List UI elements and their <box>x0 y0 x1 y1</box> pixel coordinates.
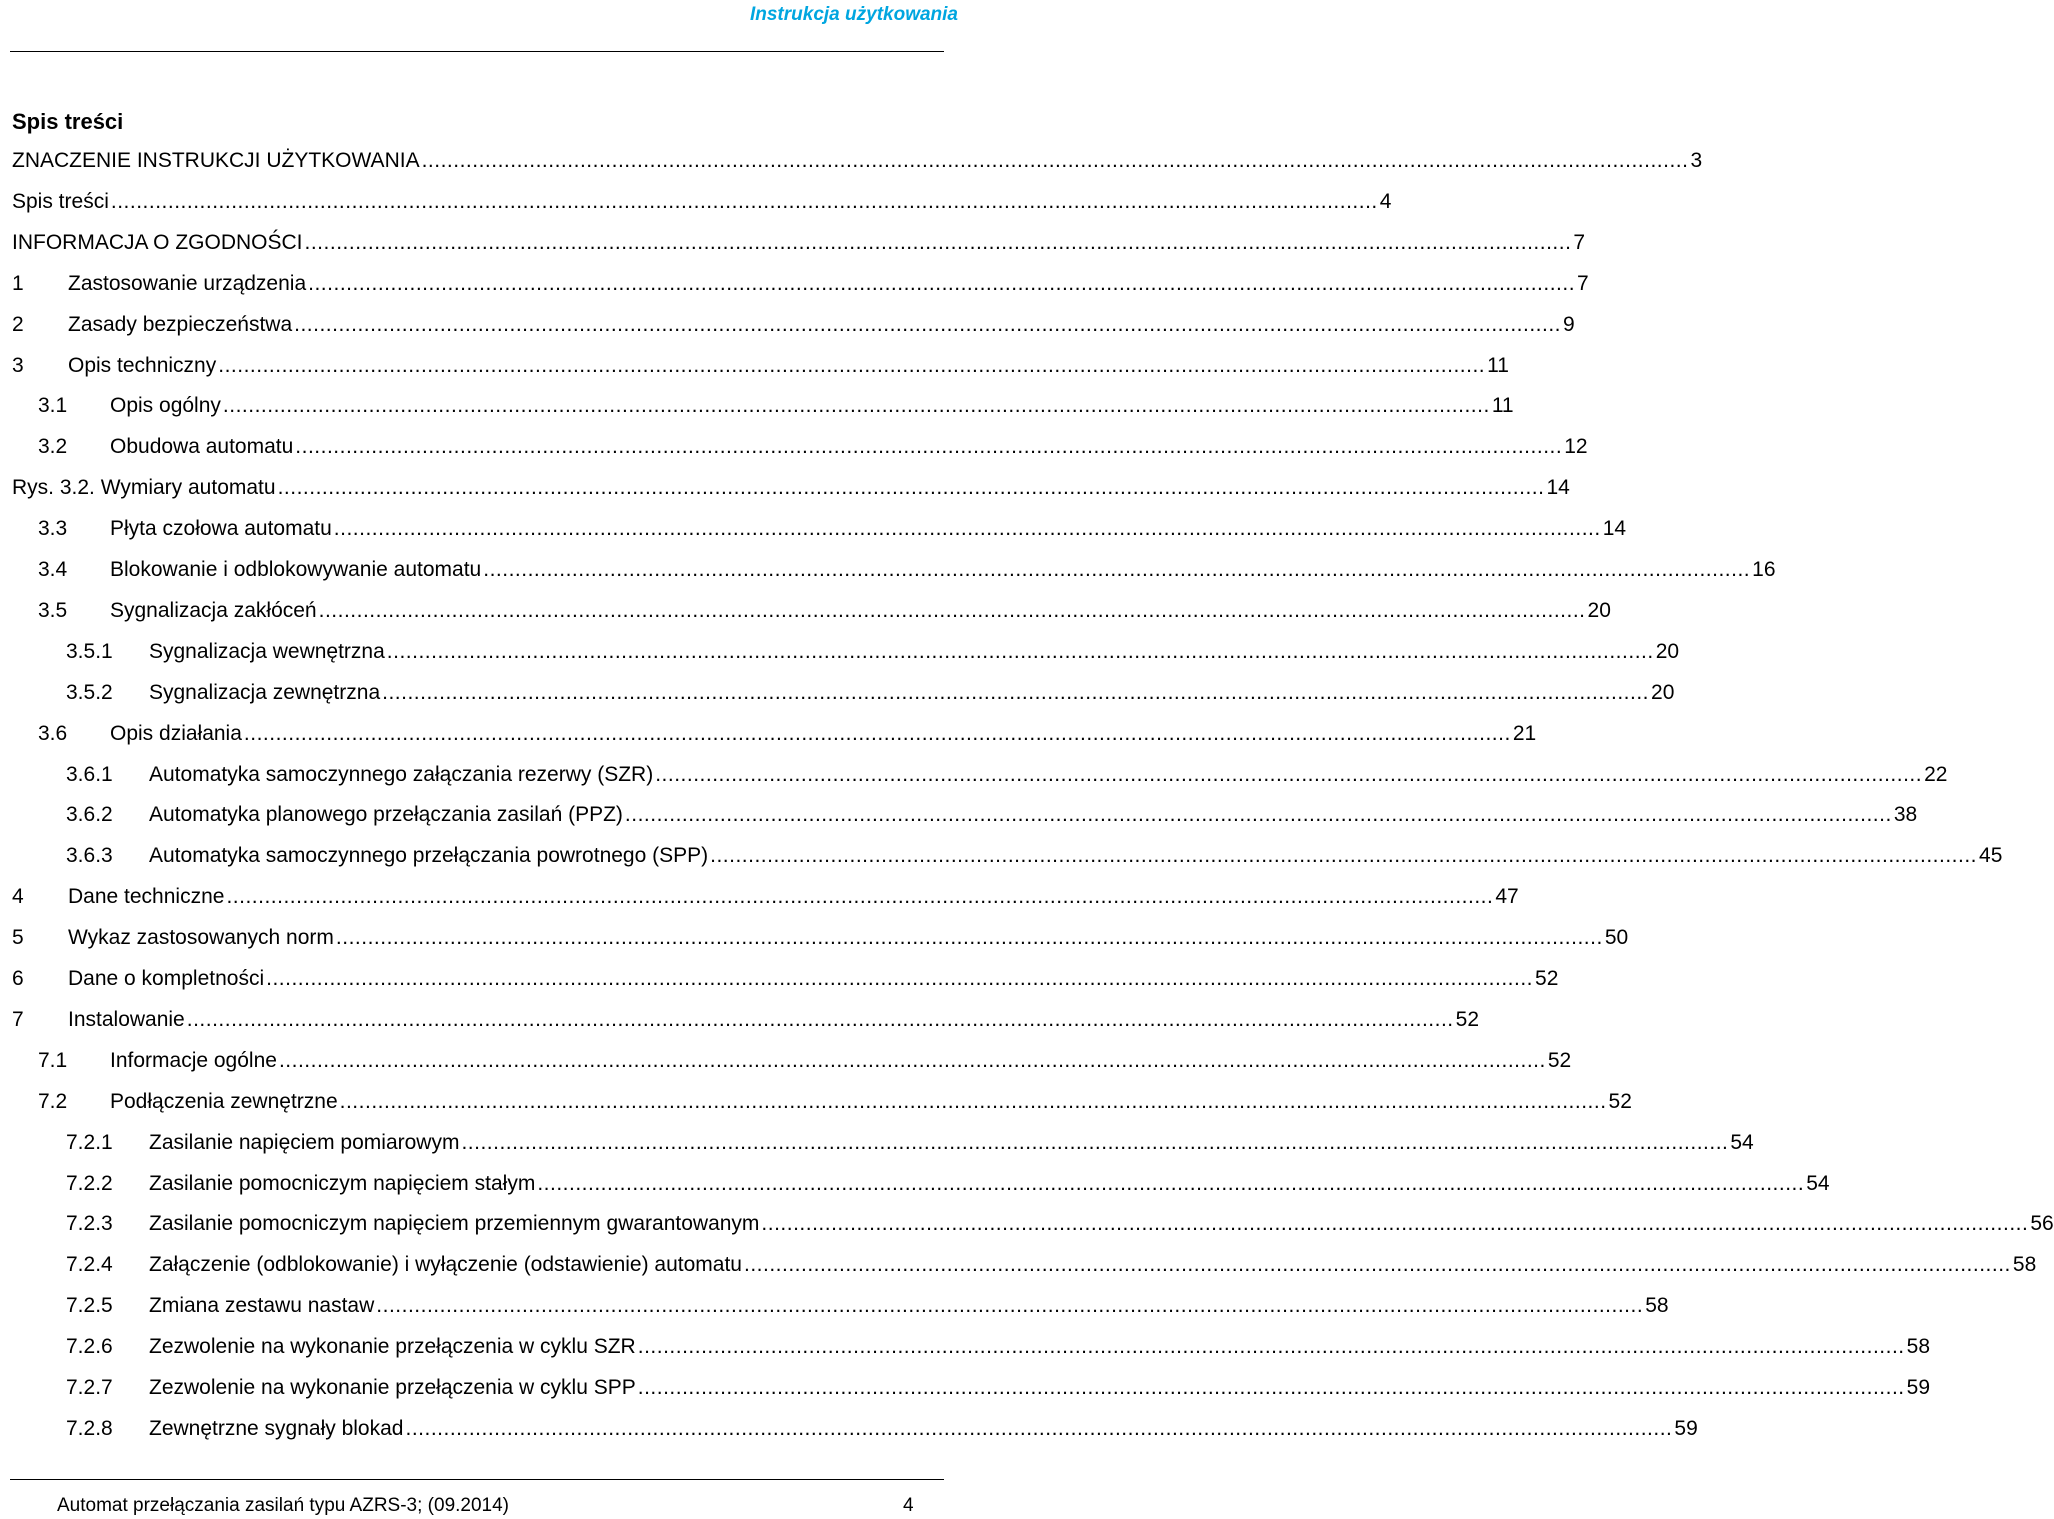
toc-entry-title: Podłączenia zewnętrzne <box>110 1089 338 1113</box>
toc-entry-number: 1 <box>12 271 24 295</box>
toc-dot-leader: ........................................................................................................................................................................................................ <box>266 967 1534 990</box>
toc-entry-number: 7 <box>12 1007 24 1031</box>
footer-document-title: Automat przełączania zasilań typu AZRS-3; (09.2014) <box>57 1495 510 1516</box>
toc-entry-page: 52 <box>1455 1007 1480 1031</box>
toc-entry[interactable] <box>0 310 1575 340</box>
toc-entry-number: 3.6.1 <box>66 762 113 786</box>
toc-entry[interactable] <box>0 1373 1931 1403</box>
toc-entry-number: 3.6 <box>38 721 68 745</box>
toc-entry-page: 58 <box>1906 1335 1930 1359</box>
toc-entry-number: 3.5 <box>38 598 68 622</box>
toc-dot-leader: ........................................................................................................................................................................................................ <box>333 517 1601 541</box>
toc-entry[interactable] <box>0 596 1611 626</box>
toc-entry-page: 52 <box>1547 1048 1572 1072</box>
toc-entry-page: 59 <box>1906 1376 1931 1399</box>
toc-entry-number: 7.2.6 <box>66 1335 113 1359</box>
toc-entry-title: Zasady bezpieczeństwa <box>68 312 293 336</box>
toc-entry-title: Zastosowanie urządzenia <box>68 271 307 295</box>
toc-dot-leader: ........................................................................................................................................................................................................ <box>382 680 1650 704</box>
toc-entry-page: 20 <box>1655 639 1680 663</box>
toc-entry-page: 14 <box>1546 476 1570 500</box>
toc-entry-title: Płyta czołowa automatu <box>110 517 332 541</box>
toc-entry-number: 4 <box>12 885 24 909</box>
toc-entry-page: 54 <box>1806 1171 1830 1195</box>
toc-entry-page: 12 <box>1564 435 1588 459</box>
toc-entry-title: Sygnalizacja zewnętrzna <box>149 680 381 704</box>
toc-entry-number: 3.4 <box>38 558 68 581</box>
toc-entry-page: 58 <box>1645 1294 1669 1318</box>
toc-entry-page: 4 <box>1379 189 1392 213</box>
toc-entry[interactable] <box>0 760 1948 790</box>
toc-entry-page: 50 <box>1604 926 1629 950</box>
toc-entry-page: 9 <box>1563 312 1575 336</box>
toc-entry-title: Zasilanie pomocniczym napięciem przemiennym gwarantowanym <box>149 1212 760 1236</box>
toc-entry[interactable] <box>0 964 1559 994</box>
toc-entry-title: Automatyka planowego przełączania zasilań (PPZ) <box>149 803 623 827</box>
toc-entry-number: 7.2.7 <box>66 1376 113 1399</box>
toc-entry-number: 7.2.3 <box>66 1212 113 1236</box>
toc-entry[interactable] <box>0 1046 1572 1076</box>
toc-entry-title: Opis ogólny <box>110 394 221 418</box>
toc-entry-title: Automatyka samoczynnego załączania rezerwy (SZR) <box>149 762 654 786</box>
toc-entry[interactable] <box>0 432 1588 462</box>
toc-dot-leader: ........................................................................................................................................................................................................ <box>376 1294 1644 1318</box>
toc-dot-leader: ........................................................................................................................................................................................................ <box>278 1048 1546 1072</box>
toc-entry-page: 56 <box>2030 1212 2054 1236</box>
toc-dot-leader: ........................................................................................................................................................................................................ <box>405 1416 1673 1440</box>
running-header: Instrukcja użytkowania <box>749 4 958 25</box>
toc-entry-title: Dane techniczne <box>68 885 225 909</box>
toc-entry-title: Zasilanie napięciem pomiarowym <box>149 1130 460 1154</box>
toc-entry-page: 22 <box>1924 762 1948 786</box>
toc-entry[interactable] <box>0 514 1627 544</box>
toc-dot-leader: ........................................................................................................................................................................................................ <box>637 1335 1905 1359</box>
toc-entry-number: 3.6.3 <box>66 844 113 868</box>
toc-dot-leader: ........................................................................................................................................................................................................ <box>277 476 1545 500</box>
toc-dot-leader: ........................................................................................................................................................................................................ <box>483 558 1751 581</box>
toc-entry-title: Automatyka samoczynnego przełączania powrotnego (SPP) <box>149 844 709 868</box>
toc-entry-title: Blokowanie i odblokowywanie automatu <box>110 558 482 581</box>
toc-entry-page: 20 <box>1651 680 1675 704</box>
toc-entry[interactable] <box>0 187 1392 217</box>
toc-entry-number: 3.3 <box>38 517 68 541</box>
toc-entry[interactable] <box>0 923 1629 953</box>
toc-entry-page: 11 <box>1491 394 1514 418</box>
toc-dot-leader: ........................................................................................................................................................................................................ <box>110 189 1378 213</box>
toc-entry-number: 2 <box>12 312 24 336</box>
toc-entry-page: 52 <box>1535 967 1559 990</box>
toc-entry[interactable] <box>0 1291 1669 1321</box>
toc-entry[interactable] <box>0 269 1589 299</box>
toc-entry[interactable] <box>0 1414 1698 1444</box>
toc-entry-page: 11 <box>1487 353 1509 377</box>
toc-dot-leader: ........................................................................................................................................................................................................ <box>295 435 1563 459</box>
toc-entry-number: 7.2.5 <box>66 1294 113 1318</box>
toc-dot-leader: ........................................................................................................................................................................................................ <box>339 1089 1607 1113</box>
toc-entry-title: Spis treści <box>12 189 109 213</box>
toc-entry-page: 58 <box>2012 1253 2037 1277</box>
toc-dot-leader: ........................................................................................................................................................................................................ <box>186 1007 1454 1031</box>
toc-entry-page: 3 <box>1690 149 1703 172</box>
toc-entry-page: 45 <box>1979 844 2003 868</box>
toc-entry-page: 59 <box>1674 1416 1698 1440</box>
toc-entry-title: Obudowa automatu <box>110 435 294 459</box>
toc-entry-title: INFORMACJA O ZGODNOŚCI <box>12 230 303 254</box>
toc-entry[interactable] <box>0 1332 1930 1362</box>
toc-entry-title: Zasilanie pomocniczym napięciem stałym <box>149 1171 536 1195</box>
toc-entry[interactable] <box>0 555 1776 585</box>
toc-entry-title: Opis działania <box>110 721 242 745</box>
toc-dot-leader: ........................................................................................................................................................................................................ <box>294 312 1562 336</box>
footer-page-number: 4 <box>903 1495 914 1516</box>
toc-dot-leader: ........................................................................................................................................................................................................ <box>386 639 1654 663</box>
toc-entry-number: 7.2.1 <box>66 1130 113 1154</box>
toc-entry[interactable] <box>0 1087 1632 1117</box>
toc-entry-title: Dane o kompletności <box>68 967 265 990</box>
toc-entry-page: 7 <box>1573 230 1586 254</box>
toc-entry-title: Instalowanie <box>68 1007 185 1031</box>
toc-entry[interactable] <box>0 800 1918 830</box>
toc-entry[interactable] <box>0 391 1514 421</box>
toc-entry-page: 20 <box>1587 598 1611 622</box>
toc-entry[interactable] <box>0 1250 2037 1280</box>
toc-entry-number: 3.2 <box>38 435 68 459</box>
toc-dot-leader: ........................................................................................................................................................................................................ <box>624 803 1892 827</box>
toc-entry-number: 6 <box>12 967 24 990</box>
toc-heading: Spis treści <box>12 109 124 134</box>
footer-rule <box>10 1479 944 1480</box>
toc-dot-leader: ........................................................................................................................................................................................................ <box>461 1130 1729 1154</box>
toc-entry-page: 52 <box>1608 1089 1632 1113</box>
toc-entry-title: Wykaz zastosowanych norm <box>68 926 334 950</box>
toc-entry-number: 3.5.1 <box>66 639 113 663</box>
toc-entry-number: 7.2.2 <box>66 1171 113 1195</box>
toc-entry-number: 3 <box>12 353 24 377</box>
toc-entry[interactable] <box>0 1128 1754 1158</box>
toc-entry-title: Zmiana zestawu nastaw <box>149 1294 375 1318</box>
toc-entry[interactable] <box>0 1209 2054 1239</box>
toc-entry-page: 7 <box>1577 271 1589 295</box>
toc-dot-leader: ........................................................................................................................................................................................................ <box>222 394 1490 418</box>
toc-entry-number: 3.6.2 <box>66 803 113 827</box>
toc-dot-leader: ........................................................................................................................................................................................................ <box>243 721 1511 745</box>
toc-entry-page: 47 <box>1495 885 1519 909</box>
toc-dot-leader: ........................................................................................................................................................................................................ <box>318 598 1586 622</box>
toc-entry-title: Zezwolenie na wykonanie przełączenia w cyklu SZR <box>149 1335 636 1359</box>
toc-dot-leader: ........................................................................................................................................................................................................ <box>335 926 1603 950</box>
toc-entry-number: 7.1 <box>38 1048 68 1072</box>
toc-dot-leader: ........................................................................................................................................................................................................ <box>304 230 1572 254</box>
toc-entry-title: Informacje ogólne <box>110 1048 277 1072</box>
toc-dot-leader: ........................................................................................................................................................................................................ <box>226 885 1494 909</box>
toc-entry[interactable] <box>0 146 1703 176</box>
toc-entry-number: 3.1 <box>38 394 68 418</box>
toc-entry-title: Zewnętrzne sygnały blokad <box>149 1416 404 1440</box>
toc-entry[interactable] <box>0 473 1570 503</box>
toc-dot-leader: ........................................................................................................................................................................................................ <box>655 762 1923 786</box>
toc-entry-title: Sygnalizacja wewnętrzna <box>149 639 385 663</box>
toc-dot-leader: ........................................................................................................................................................................................................ <box>637 1376 1905 1399</box>
toc-dot-leader: ........................................................................................................................................................................................................ <box>710 844 1978 868</box>
toc-entry[interactable] <box>0 841 2003 871</box>
toc-entry[interactable] <box>0 882 1519 912</box>
toc-entry-title: Zezwolenie na wykonanie przełączenia w cyklu SPP <box>149 1376 636 1399</box>
toc-entry[interactable] <box>0 637 1680 667</box>
toc-entry-page: 54 <box>1730 1130 1754 1154</box>
toc-entry-number: 7.2.8 <box>66 1416 113 1440</box>
toc-entry[interactable] <box>0 678 1675 708</box>
toc-entry-page: 16 <box>1752 558 1776 581</box>
toc-entry-title: Rys. 3.2. Wymiary automatu <box>12 476 276 500</box>
toc-dot-leader: ........................................................................................................................................................................................................ <box>761 1212 2029 1236</box>
toc-dot-leader: ........................................................................................................................................................................................................ <box>218 353 1486 377</box>
toc-dot-leader: ........................................................................................................................................................................................................ <box>537 1171 1805 1195</box>
toc-entry-title: Opis techniczny <box>68 353 217 377</box>
toc-entry-number: 3.5.2 <box>66 680 113 704</box>
toc-entry-page: 38 <box>1893 803 1918 827</box>
toc-entry-page: 21 <box>1512 721 1537 745</box>
toc-entry-page: 14 <box>1602 517 1627 541</box>
toc-entry[interactable] <box>0 351 1509 381</box>
toc-entry[interactable] <box>0 228 1586 258</box>
toc-dot-leader: ........................................................................................................................................................................................................ <box>421 149 1689 172</box>
toc-dot-leader: ........................................................................................................................................................................................................ <box>308 271 1576 295</box>
toc-entry-title: ZNACZENIE INSTRUKCJI UŻYTKOWANIA <box>12 149 420 172</box>
toc-entry[interactable] <box>0 1005 1480 1035</box>
toc-entry[interactable] <box>0 1169 1830 1199</box>
toc-dot-leader: ........................................................................................................................................................................................................ <box>743 1253 2011 1277</box>
toc-entry-number: 7.2 <box>38 1089 68 1113</box>
toc-entry-number: 5 <box>12 926 24 950</box>
toc-entry-number: 7.2.4 <box>66 1253 113 1277</box>
toc-entry[interactable] <box>0 719 1537 749</box>
toc-entry-title: Załączenie (odblokowanie) i wyłączenie (odstawienie) automatu <box>149 1253 742 1277</box>
toc-entry-title: Sygnalizacja zakłóceń <box>110 598 317 622</box>
